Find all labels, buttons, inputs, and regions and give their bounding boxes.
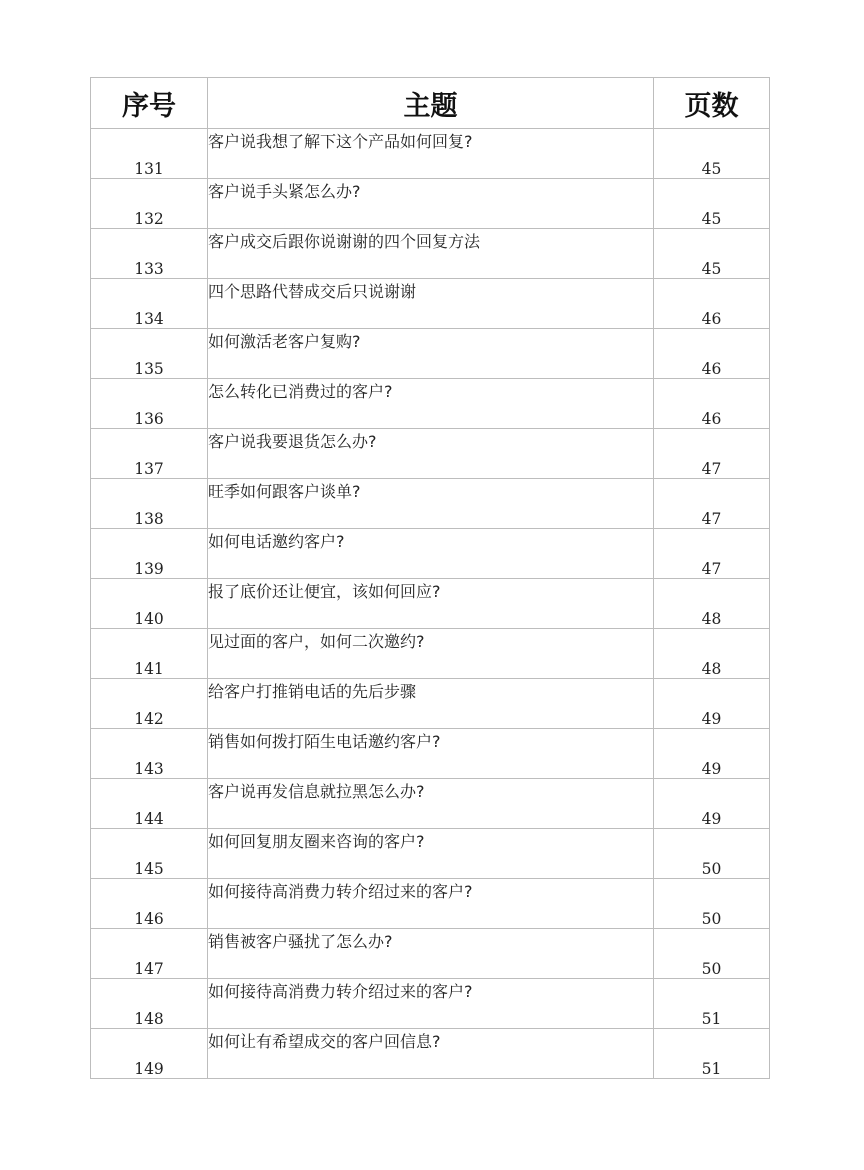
row-topic-cell: 如何让有希望成交的客户回信息? [208, 1029, 654, 1079]
header-topic: 主题 [208, 78, 654, 129]
row-page-cell: 47 [654, 479, 770, 529]
row-topic-cell: 如何接待高消费力转介绍过来的客户? [208, 879, 654, 929]
table-row [91, 829, 770, 879]
header-page: 页数 [654, 78, 770, 129]
row-topic-cell: 四个思路代替成交后只说谢谢 [208, 279, 654, 329]
table-row [91, 529, 770, 579]
row-topic-cell: 旺季如何跟客户谈单? [208, 479, 654, 529]
table-row [91, 479, 770, 529]
row-topic-cell: 如何接待高消费力转介绍过来的客户? [208, 979, 654, 1029]
row-page-cell: 50 [654, 829, 770, 879]
row-index-cell: 131 [91, 129, 208, 179]
header-row [91, 78, 770, 129]
row-page-cell: 46 [654, 279, 770, 329]
row-index-cell: 135 [91, 329, 208, 379]
header-index: 序号 [91, 78, 208, 129]
table-body [91, 129, 770, 1079]
table-row [91, 379, 770, 429]
row-page-cell: 47 [654, 529, 770, 579]
row-topic-cell: 客户说再发信息就拉黑怎么办? [208, 779, 654, 829]
row-topic-cell: 客户说我要退货怎么办? [208, 429, 654, 479]
row-index-cell: 133 [91, 229, 208, 279]
row-topic-cell: 如何电话邀约客户? [208, 529, 654, 579]
table-row [91, 179, 770, 229]
row-index-cell: 142 [91, 679, 208, 729]
row-page-cell: 45 [654, 179, 770, 229]
table-row [91, 129, 770, 179]
row-index-cell: 132 [91, 179, 208, 229]
row-page-cell: 51 [654, 979, 770, 1029]
row-topic-cell: 销售如何拨打陌生电话邀约客户? [208, 729, 654, 779]
row-index-cell: 134 [91, 279, 208, 329]
row-topic-cell: 报了底价还让便宜，该如何回应? [208, 579, 654, 629]
row-topic-cell: 如何回复朋友圈来咨询的客户? [208, 829, 654, 879]
table-row [91, 929, 770, 979]
row-page-cell: 48 [654, 629, 770, 679]
table-row [91, 979, 770, 1029]
table-row [91, 729, 770, 779]
row-index-cell: 140 [91, 579, 208, 629]
row-index-cell: 149 [91, 1029, 208, 1079]
table-row [91, 429, 770, 479]
row-index-cell: 145 [91, 829, 208, 879]
row-index-cell: 136 [91, 379, 208, 429]
row-page-cell: 46 [654, 329, 770, 379]
row-index-cell: 147 [91, 929, 208, 979]
row-index-cell: 144 [91, 779, 208, 829]
row-index-cell: 143 [91, 729, 208, 779]
row-topic-cell: 销售被客户骚扰了怎么办? [208, 929, 654, 979]
row-page-cell: 50 [654, 879, 770, 929]
row-page-cell: 47 [654, 429, 770, 479]
table-row [91, 779, 770, 829]
row-page-cell: 51 [654, 1029, 770, 1079]
row-page-cell: 45 [654, 229, 770, 279]
row-page-cell: 49 [654, 679, 770, 729]
row-topic-cell: 如何激活老客户复购? [208, 329, 654, 379]
row-topic-cell: 客户说手头紧怎么办? [208, 179, 654, 229]
table-row [91, 329, 770, 379]
row-page-cell: 49 [654, 779, 770, 829]
row-index-cell: 146 [91, 879, 208, 929]
row-topic-cell: 客户成交后跟你说谢谢的四个回复方法 [208, 229, 654, 279]
row-index-cell: 138 [91, 479, 208, 529]
table-row [91, 229, 770, 279]
row-index-cell: 141 [91, 629, 208, 679]
table-header [91, 78, 770, 129]
row-topic-cell: 见过面的客户，如何二次邀约? [208, 629, 654, 679]
row-page-cell: 48 [654, 579, 770, 629]
row-page-cell: 45 [654, 129, 770, 179]
table-row [91, 279, 770, 329]
row-page-cell: 46 [654, 379, 770, 429]
table-row [91, 579, 770, 629]
row-topic-cell: 客户说我想了解下这个产品如何回复? [208, 129, 654, 179]
row-topic-cell: 怎么转化已消费过的客户? [208, 379, 654, 429]
row-index-cell: 139 [91, 529, 208, 579]
row-topic-cell: 给客户打推销电话的先后步骤 [208, 679, 654, 729]
table-row [91, 679, 770, 729]
table-row [91, 629, 770, 679]
table-row [91, 879, 770, 929]
row-page-cell: 49 [654, 729, 770, 779]
row-index-cell: 148 [91, 979, 208, 1029]
table-row [91, 1029, 770, 1079]
row-index-cell: 137 [91, 429, 208, 479]
toc-table [90, 77, 770, 1079]
row-page-cell: 50 [654, 929, 770, 979]
